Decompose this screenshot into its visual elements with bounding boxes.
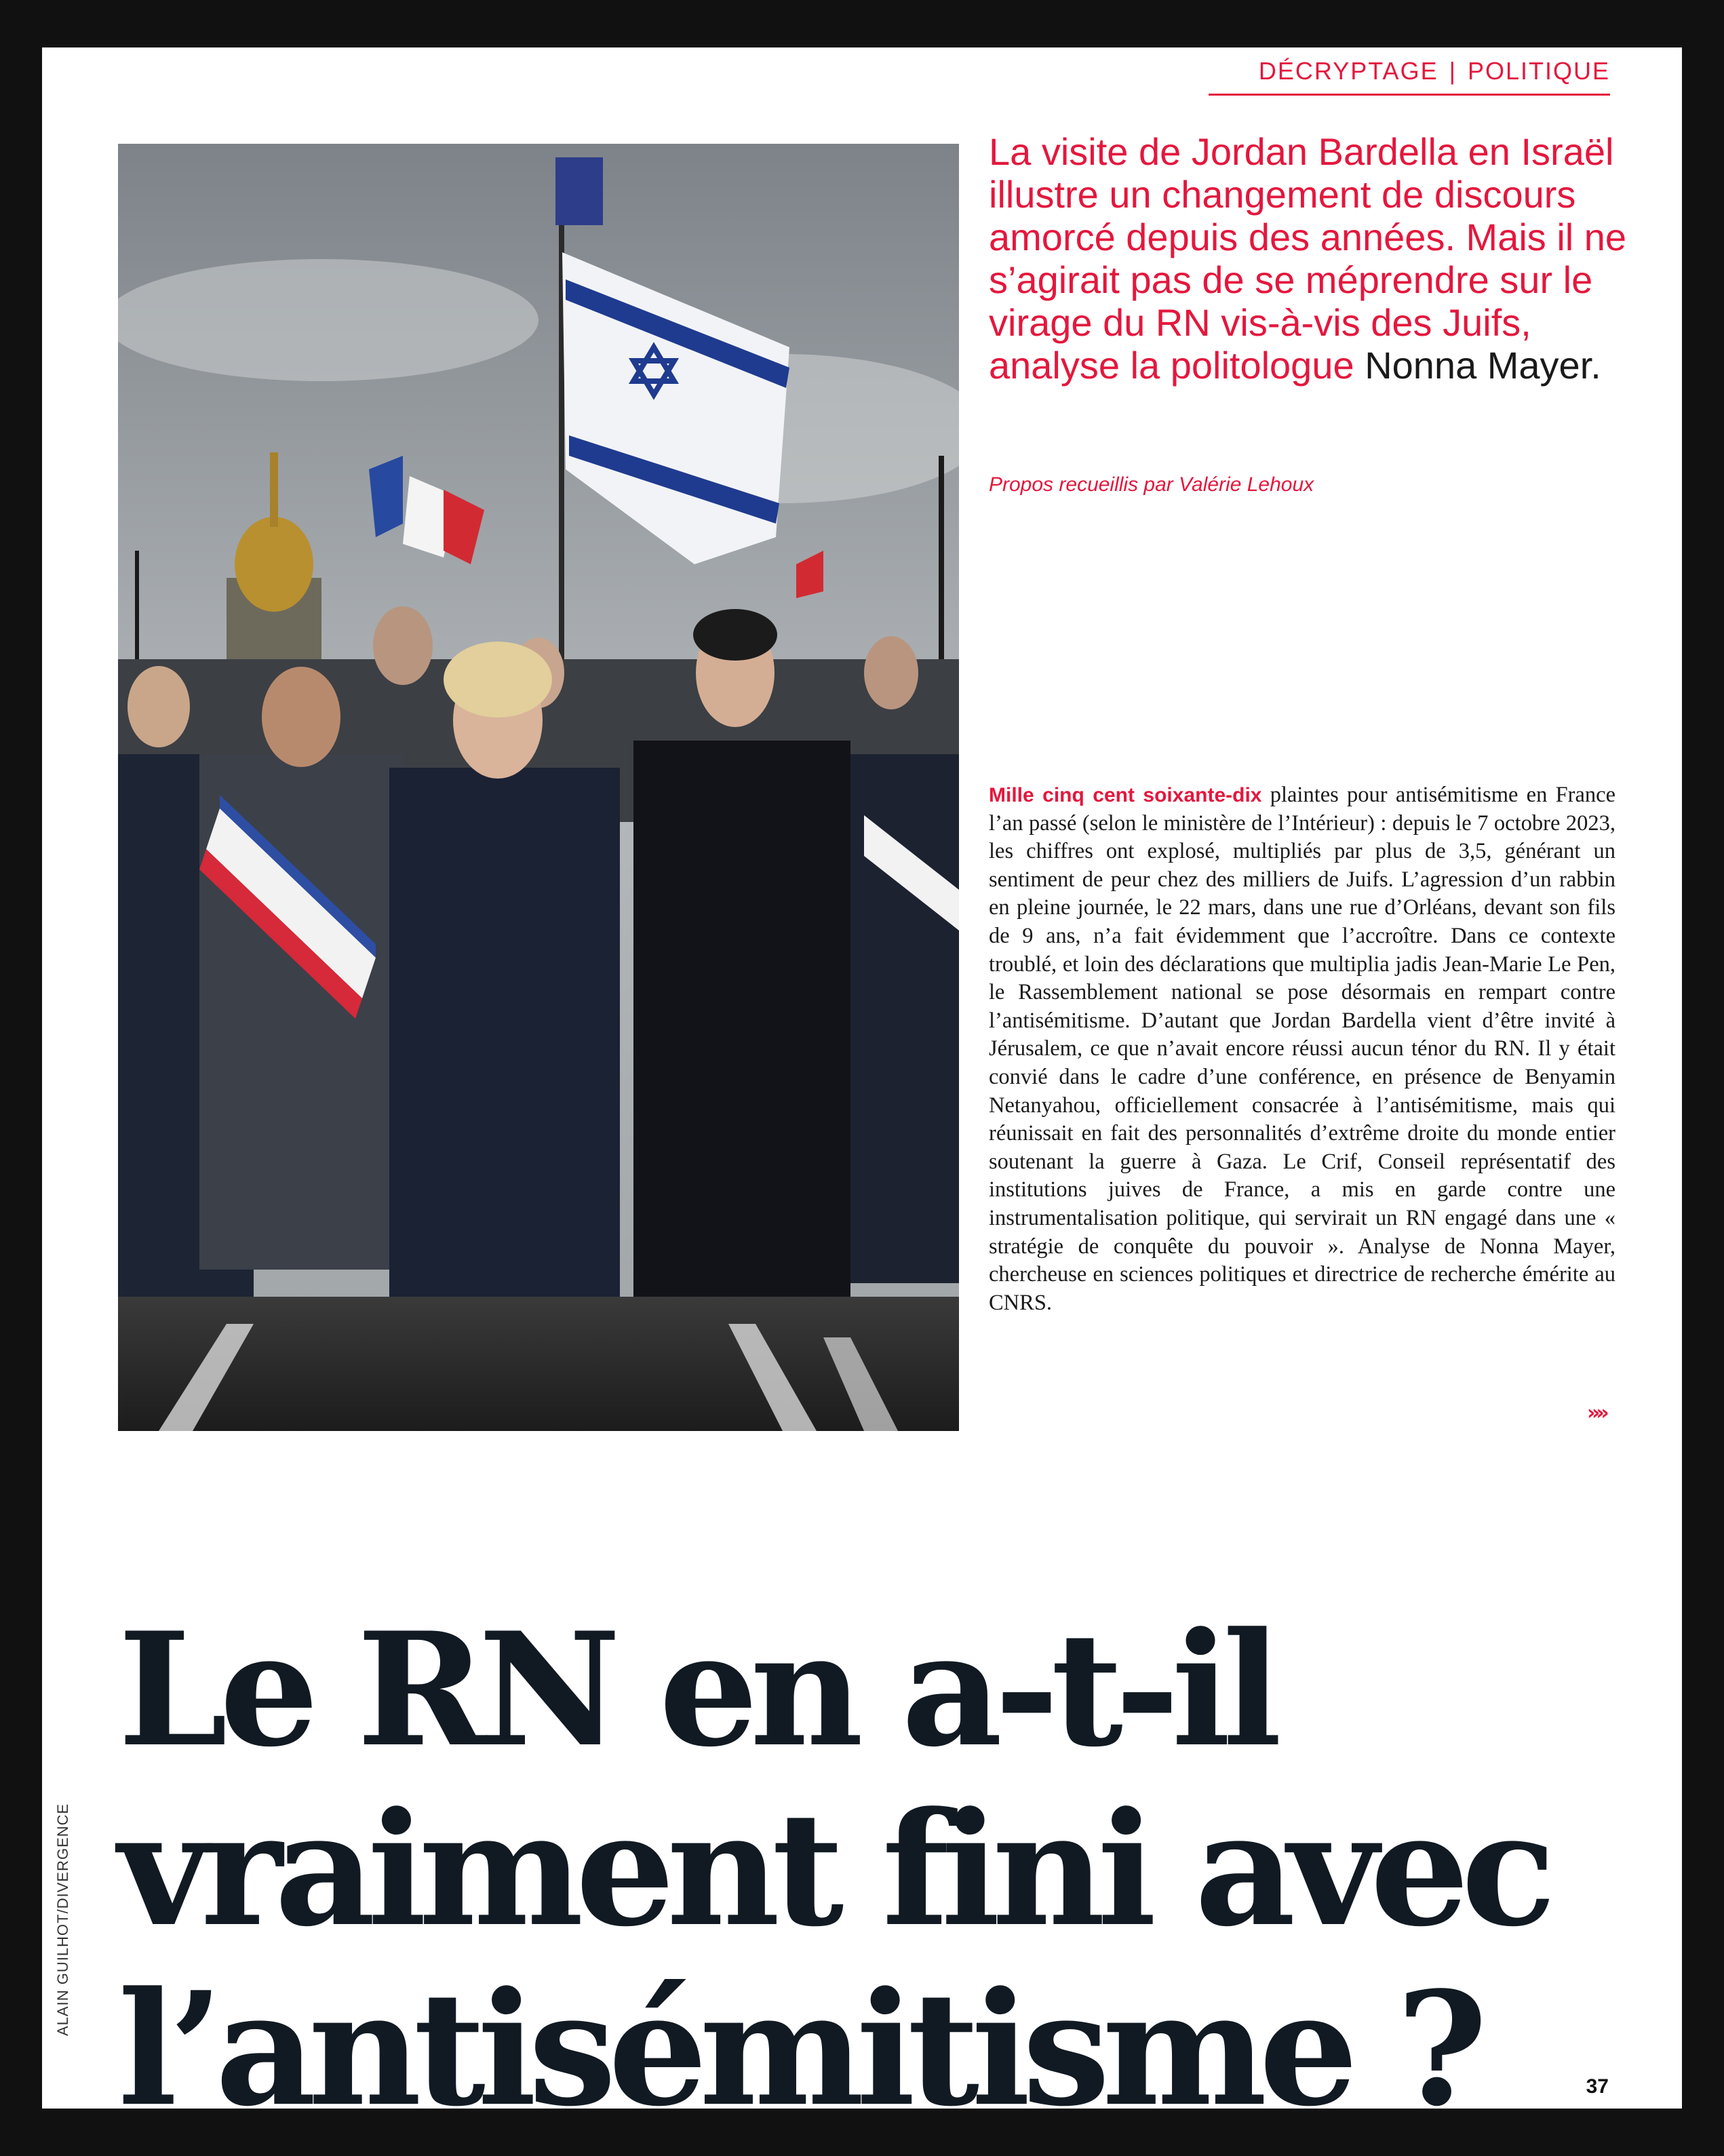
magazine-page <box>42 47 1682 2109</box>
section-rubric <box>1259 57 1610 85</box>
photo-credit: ALAIN GUILHOT/DIVERGENCE <box>54 1803 71 2036</box>
article-body <box>989 781 1615 1317</box>
article-photo <box>118 144 959 1431</box>
body-paragraph: plaintes pour antisémitisme en France l’an passé (selon le ministère de l’Intérieur) : depuis le 7 octobre 2023, les chiffres ont explosé, multipliés par plus de 3,5, générant un sentiment de peur chez des milliers de Juifs. L’agression d’un rabbin en pleine journée, le 22 mars, dans une rue d’Orléans, devant son fils de 9 ans, n’a fait évidemment que l’accroître. Dans ce contexte troublé, et loin des déclarations que multiplia jadis Jean-Marie Le Pen, le Rassemblement national se pose désormais en rempart contre l’antisémitisme. D’autant que Jordan Bardella vient d’être invité à Jérusalem, ce que n’avait encore réussi aucun ténor du RN. Il y était convié dans le cadre d’une conférence, en présence de Benyamin Netanyahou, officiellement consacrée à l’antisémitisme, mais qui réunissait en fait des personnalités d’extrême droite du monde entier soutenant la guerre à Gaza. Le Crif, Conseil représentatif des institutions juives de France, a mis en garde contre une instrumentalisation politique, qui servirait un RN engagé dans une « stratégie de conquête du pouvoir ». Analyse de Nonna Mayer, chercheuse en sciences politiques et directrice de recherche émérite au CNRS. <box>989 783 1615 1315</box>
headline-line-3: l’antisémitisme ? <box>118 1958 1480 2109</box>
rubric-underline <box>1209 94 1610 96</box>
subsection-label: POLITIQUE <box>1467 57 1610 85</box>
crowd-photo-illustration <box>118 144 959 1431</box>
headline-line-1: Le RN en a-t-il <box>118 1599 1274 1782</box>
standfirst <box>989 130 1667 387</box>
continue-arrows-icon: »» <box>1587 1401 1605 1425</box>
standfirst-name: Nonna Mayer. <box>1365 344 1601 387</box>
headline-line-2: vraiment fini avec <box>118 1778 1548 1961</box>
body-lead-in: Mille cinq cent soixante-dix <box>989 784 1262 806</box>
standfirst-text: La visite de Jordan Bardella en Israël illustre un changement de discours amorcé depuis des années. Mais il ne s’agirait pas de se méprendre sur le virage du RN vis-à-vis des Juifs, analyse la politologue <box>989 130 1627 387</box>
headline <box>118 1601 1678 2109</box>
section-label: DÉCRYPTAGE <box>1258 57 1438 85</box>
byline: Propos recueillis par Valérie Lehoux <box>989 473 1314 496</box>
rubric-separator: | <box>1449 57 1457 85</box>
page-number: 37 <box>1586 2075 1609 2098</box>
